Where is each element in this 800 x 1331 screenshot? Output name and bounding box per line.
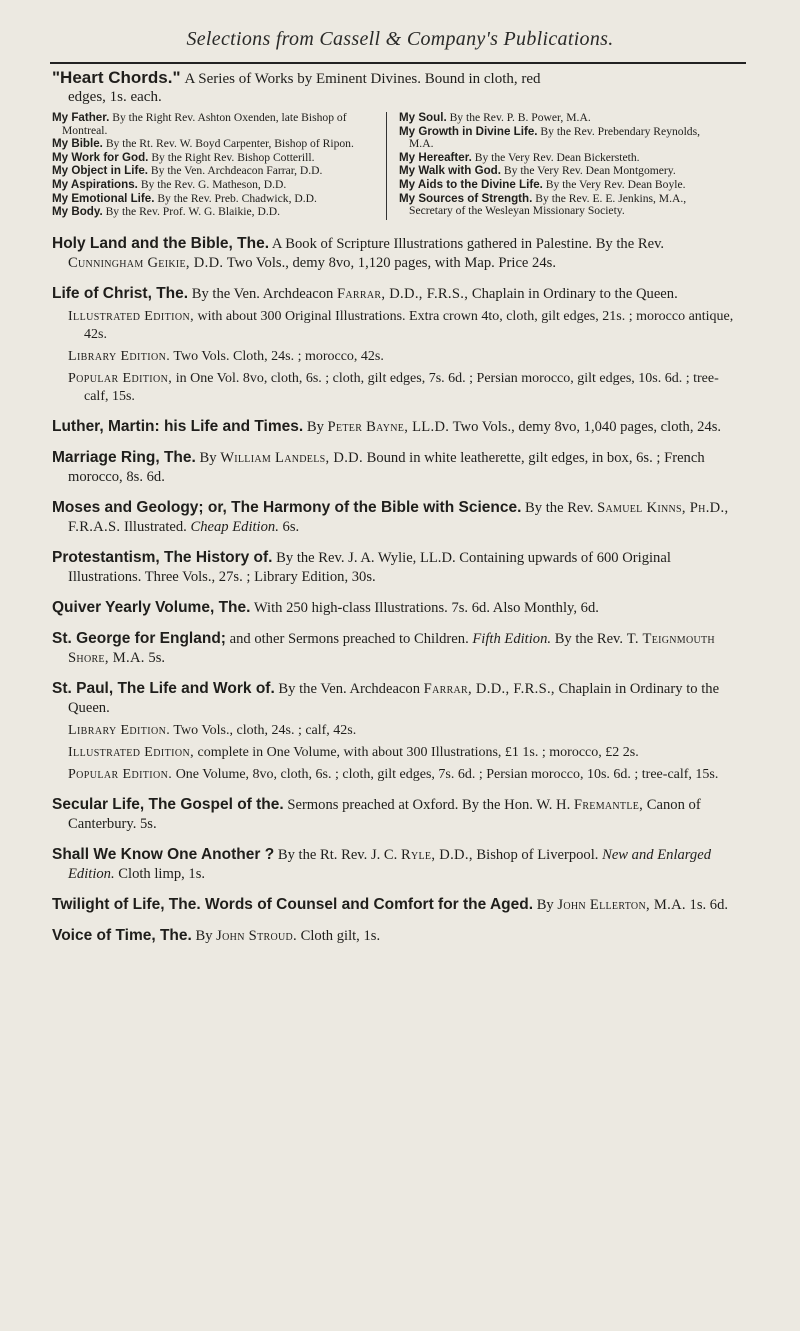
entry-secular-life: Secular Life, The Gospel of the. Sermons preached at Oxford. By the Hon. W. H. Fremantle, Canon of Canterbury. 5s. [52, 795, 701, 832]
work-item: My Walk with God. By the Very Rev. Dean Montgomery. [399, 164, 676, 178]
entry-moses-and-geology: Moses and Geology; or, The Harmony of the Bible with Science. By the Rev. Samuel Kinns, Ph.D., F.R.A.S. Illustrated. Cheap Edition. 6s. [52, 498, 729, 535]
entry-title: Life of Christ, The. [52, 284, 189, 302]
entry-twilight-of-life: Twilight of Life, The. Words of Counsel and Comfort for the Aged. By John Ellerton, M.A. 1s. 6d. [52, 895, 729, 913]
heart-chords-heading [52, 68, 742, 89]
work-item: My Soul. By the Rev. P. B. Power, M.A. [399, 111, 591, 124]
works-column-right [387, 112, 723, 220]
entry-st-paul: St. Paul, The Life and Work of. By the Ven. Archdeacon Farrar, D.D., F.R.S., Chaplain in Ordinary to the Queen. Library Edition. Two Vols., cloth, 24s. ; calf, 42s. Illustrated Edition, complete in One Volume, with about 300 Illustrations, £1 1s. ; morocco, £2 2s. Popular Edition. One Volume, 8vo, cloth, 6s. ; cloth, gilt edges, 7s. 6d. ; Persian morocco, 10s. 6d. ; tree-calf, 15s. [52, 679, 742, 784]
entry-author: Farrar, D.D., F.R.S., [423, 680, 555, 697]
heart-chords-edges: edges, 1s. each. [68, 89, 162, 105]
entry-title: Quiver Yearly Volume, The. [52, 598, 251, 616]
work-item: My Hereafter. By the Very Rev. Dean Bickersteth. [399, 150, 640, 164]
entry-title: Shall We Know One Another ? [52, 845, 275, 863]
entry-title: Luther, Martin: his Life and Times. [52, 417, 304, 435]
edition-item: Illustrated Edition, complete in One Volume, with about 300 Illustrations, £1 1s. ; morocco, £2 2s. [68, 744, 639, 760]
work-item: My Father. By the Right Rev. Ashton Oxenden, late Bishop of Montreal. [52, 111, 347, 137]
entry-st-george: St. George for England; and other Sermons preached to Children. Fifth Edition. By the Rev. T. Teignmouth Shore, M.A. 5s. [52, 629, 715, 666]
entry-marriage-ring: Marriage Ring, The. By William Landels, D.D. Bound in white leatherette, gilt edges, in box, 6s. ; French morocco, 8s. 6d. [52, 448, 705, 485]
work-item: My Body. By the Rev. Prof. W. G. Blaikie, D.D. [52, 205, 281, 219]
entry-title: St. Paul, The Life and Work of. [52, 679, 275, 697]
entry-author: Cunningham Geikie, D.D. [68, 254, 224, 271]
entry-title: Protestantism, The History of. [52, 548, 273, 566]
entry-voice-of-time: Voice of Time, The. By John Stroud. Cloth gilt, 1s. [52, 926, 381, 944]
edition-item: Illustrated Edition, with about 300 Original Illustrations. Extra crown 4to, cloth, gilt edges, 21s. ; morocco antique, 42s. [68, 308, 734, 342]
edition-item: Library Edition. Two Vols., cloth, 24s. ; calf, 42s. [68, 722, 357, 738]
work-item: My Bible. By the Rt. Rev. W. Boyd Carpenter, Bishop of Ripon. [52, 137, 354, 151]
entry-description: A Series of Works by Eminent Divines. Bound in cloth, red [184, 71, 541, 87]
work-item: My Emotional Life. By the Rev. Preb. Chadwick, D.D. [52, 191, 317, 205]
entry-title: Voice of Time, The. [52, 926, 192, 944]
work-item: My Aids to the Divine Life. By the Very Rev. Dean Boyle. [399, 177, 686, 191]
entry-protestantism: Protestantism, The History of. By the Rev. J. A. Wylie, LL.D. Containing upwards of 600 Original Illustrations. Three Vols., 27s. ; Library Edition, 30s. [52, 548, 671, 585]
entry-holy-land: Holy Land and the Bible, The. A Book of Scripture Illustrations gathered in Palestine. By the Rev. Cunningham Geikie, D.D. Two Vols., demy 8vo, 1,120 pages, with Map. Price 24s. [52, 234, 665, 271]
header-rule [50, 62, 746, 64]
running-head: Selections from Cassell & Company's Publications. [186, 28, 614, 50]
edition-item: Popular Edition. One Volume, 8vo, cloth, 6s. ; cloth, gilt edges, 7s. 6d. ; Persian morocco, 10s. 6d. ; tree-calf, 15s. [68, 766, 719, 782]
entry-author: Peter Bayne, LL.D. [327, 418, 450, 435]
entry-luther: Luther, Martin: his Life and Times. By Peter Bayne, LL.D. Two Vols., demy 8vo, 1,040 pages, cloth, 24s. [52, 417, 722, 435]
entry-author: Ryle, D.D., [400, 846, 473, 863]
entry-author: Fremantle, [573, 796, 644, 813]
work-item: My Aspirations. By the Rev. G. Matheson, D.D. [52, 177, 287, 191]
work-item: My Growth in Divine Life. By the Rev. Prebendary Reynolds, M.A. [399, 124, 701, 151]
entry-author: William Landels, D.D. [220, 449, 363, 466]
work-item: My Sources of Strength. By the Rev. E. E. Jenkins, M.A., Secretary of the Wesleyan Missionary Society. [399, 191, 687, 218]
entry-author: John Stroud. [216, 927, 297, 944]
entry-title: St. George for England; [52, 629, 226, 647]
work-item: My Work for God. By the Right Rev. Bishop Cotterill. [52, 150, 315, 164]
entry-author: T. Teignmouth Shore, M.A. [68, 630, 715, 666]
entry-quiver: Quiver Yearly Volume, The. With 250 high-class Illustrations. 7s. 6d. Also Monthly, 6d. [52, 598, 599, 616]
work-item: My Object in Life. By the Ven. Archdeacon Farrar, D.D. [52, 164, 323, 178]
entry-author: Farrar, D.D., F.R.S., [336, 285, 469, 302]
heart-chords-works [52, 112, 742, 220]
entry-life-of-christ: Life of Christ, The. By the Ven. Archdeacon Farrar, D.D., F.R.S., Chaplain in Ordinary to the Queen. Illustrated Edition, with about 300 Original Illustrations. Extra crown 4to, cloth, gilt edges, 21s. ; morocco antique, 42s. Library Edition. Two Vols. Cloth, 24s. ; morocco, 42s. Popular Edition, in One Vol. 8vo, cloth, 6s. ; cloth, gilt edges, 7s. 6d. ; Persian morocco, gilt edges, 10s. 6d. ; tree-calf, 15s. [52, 284, 742, 406]
edition-item: Library Edition. Two Vols. Cloth, 24s. ; morocco, 42s. [68, 348, 384, 364]
entry-title: Holy Land and the Bible, The. [52, 234, 270, 252]
edition-item: Popular Edition, in One Vol. 8vo, cloth, 6s. ; cloth, gilt edges, 7s. 6d. ; Persian morocco, gilt edges, 10s. 6d. ; tree-calf, 15s. [68, 370, 719, 404]
entry-shall-we-know: Shall We Know One Another ? By the Rt. Rev. J. C. Ryle, D.D., Bishop of Liverpool. New and Enlarged Edition. Cloth limp, 1s. [52, 845, 711, 882]
catalogue-content [52, 68, 742, 957]
entry-title: Moses and Geology; or, The Harmony of the Bible with Science. [52, 498, 522, 516]
entry-author: John Ellerton, M.A. [557, 896, 686, 913]
entry-title: "Heart Chords." [52, 68, 181, 87]
entry-author: Samuel Kinns, Ph.D., F.R.A.S. [68, 499, 729, 535]
entry-title: Twilight of Life, The. Words of Counsel and Comfort for the Aged. [52, 895, 534, 913]
entry-title: Marriage Ring, The. [52, 448, 196, 466]
entry-title: Secular Life, The Gospel of the. [52, 795, 284, 813]
works-column-left [52, 112, 387, 220]
